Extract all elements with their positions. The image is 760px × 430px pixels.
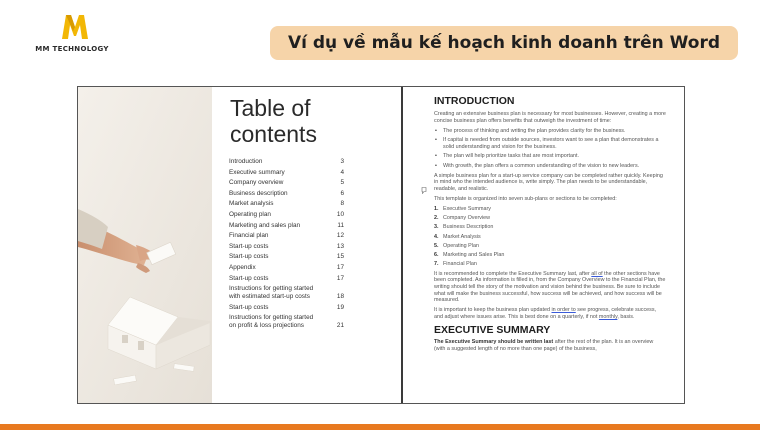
toc-item-page: 4 — [340, 168, 344, 176]
footer-accent-bar — [0, 424, 760, 430]
list-label: Financial Plan — [443, 261, 477, 268]
toc-item[interactable] — [229, 263, 344, 274]
brand-logo — [22, 14, 122, 58]
list-item: • If capital is needed from outside sources, investors want to see a plan that demonstrates a solid understanding and vision for the business. — [434, 137, 666, 150]
spellcheck-underline[interactable]: in order to — [551, 307, 576, 314]
list-item: • The plan will help prioritize tasks that are most important. — [434, 153, 666, 160]
executive-summary-paragraph — [434, 339, 666, 352]
mm-logo-icon — [60, 14, 90, 40]
introduction-heading: INTRODUCTION — [434, 95, 515, 107]
toc-item-label: Instructions for getting started on profit & loss projections — [229, 314, 314, 330]
toc-item[interactable] — [229, 303, 344, 314]
toc-item-label: Executive summary — [229, 168, 285, 176]
text-run-bold: The Executive Summary should be written last — [434, 338, 554, 345]
toc-item-label: Operating plan — [229, 210, 271, 218]
text-run: It is important to keep the business plan updated — [434, 307, 552, 314]
toc-item-page: 17 — [336, 263, 344, 271]
toc-list — [229, 157, 344, 332]
toc-item[interactable] — [229, 210, 344, 221]
toc-item-label: Start-up costs — [229, 253, 269, 261]
toc-item-label: Marketing and sales plan — [229, 221, 301, 229]
toc-item-page: 19 — [336, 303, 344, 311]
list-item: • The process of thinking and writing the plan provides clarity for the business. — [434, 128, 666, 135]
toc-item[interactable] — [229, 168, 344, 179]
toc-item-label: Instructions for getting started with estimated start-up costs — [229, 285, 314, 300]
toc-title: Table of contents — [230, 95, 317, 147]
toc-item[interactable] — [229, 178, 344, 189]
list-item: • With growth, the plan offers a common understanding of the vision to new leaders. — [434, 163, 666, 170]
benefits-list — [434, 128, 684, 170]
list-item — [434, 206, 684, 213]
toc-item-label: Market analysis — [229, 200, 274, 208]
list-item — [434, 252, 684, 259]
toc-item[interactable] — [229, 231, 344, 242]
list-number: 7. — [434, 261, 439, 268]
toc-item-label: Financial plan — [229, 232, 269, 240]
toc-item[interactable] — [229, 157, 344, 168]
toc-item[interactable] — [229, 314, 344, 330]
list-number: 2. — [434, 215, 439, 222]
toc-item-label: Start-up costs — [229, 303, 269, 311]
toc-item-page: 6 — [340, 189, 344, 197]
toc-item-page: 5 — [340, 179, 344, 187]
toc-item-page: 11 — [337, 221, 344, 229]
toc-item-page: 18 — [336, 292, 344, 300]
text-run: the other sections have been completed. As information is filled in, from the Company Overview to the Financial Plan, the writing should tell the story of the motivation and vision behind the business. Be sure to include what will make the business successful, how success will be achieved, and how success will be measured. — [434, 270, 666, 304]
list-item — [434, 224, 684, 231]
update-paragraph — [434, 307, 666, 320]
toc-item-label: Introduction — [229, 158, 263, 165]
list-label: Operating Plan — [443, 242, 479, 249]
toc-item-label: Appendix — [229, 263, 256, 271]
intro-paragraph: This template is organized into seven sub-plans or sections to be completed: — [434, 195, 617, 202]
toc-item[interactable] — [229, 189, 344, 200]
spellcheck-underline[interactable]: all of — [591, 270, 603, 277]
list-item — [434, 243, 684, 250]
list-label: Executive Summary — [443, 206, 491, 213]
toc-item-page: 17 — [336, 274, 344, 282]
toc-item[interactable] — [229, 285, 344, 301]
brand-name: MM TECHNOLOGY — [35, 45, 109, 53]
list-item — [434, 215, 684, 222]
toc-item[interactable] — [229, 252, 344, 263]
toc-item-label: Company overview — [229, 179, 284, 187]
toc-item-page: 3 — [340, 158, 344, 165]
toc-item-label: Start-up costs — [229, 274, 269, 282]
toc-item[interactable] — [229, 242, 344, 253]
list-number: 4. — [434, 233, 439, 240]
toc-item[interactable] — [229, 274, 344, 285]
toc-item-page: 13 — [336, 242, 344, 250]
executive-summary-heading: EXECUTIVE SUMMARY — [434, 323, 551, 336]
toc-item-page: 15 — [336, 253, 344, 261]
toc-item-label: Business description — [229, 189, 288, 197]
recommendation-paragraph — [434, 271, 666, 304]
document-spread — [77, 86, 685, 404]
list-item — [434, 261, 684, 268]
list-number: 5. — [434, 242, 439, 249]
toc-page — [78, 87, 402, 403]
list-label: Business Description — [443, 224, 494, 231]
list-number: 1. — [434, 206, 439, 213]
house-model-photo — [78, 87, 212, 403]
comment-marker-icon — [421, 187, 427, 194]
list-label: Company Overview — [443, 215, 491, 222]
list-number: 3. — [434, 224, 439, 231]
text-run: It is recommended to complete the Executive Summary last, after — [434, 270, 592, 277]
toc-item[interactable] — [229, 221, 344, 232]
text-run: after the rest of the plan. It is an overview (with a suggested length of no more than one page) of the business, — [434, 338, 654, 352]
sections-list — [434, 206, 684, 268]
toc-item-page: 21 — [336, 322, 344, 330]
toc-item-page: 10 — [336, 210, 344, 218]
list-item — [434, 234, 684, 241]
toc-item-page: 12 — [336, 232, 344, 240]
page-title: Ví dụ về mẫu kế hoạch kinh doanh trên Word — [270, 26, 738, 60]
spellcheck-underline[interactable]: monthly — [598, 313, 618, 320]
toc-item-page: 8 — [340, 200, 344, 208]
intro-paragraph: A simple business plan for a start-up service company can be completed rather quickly. Keeping in mind who the intended audience is, write simply. The plan needs to be understandable, readable, and realistic. — [434, 172, 663, 192]
text-run: see progress, celebrate success, and adjust where issues arise. This is best done on a quarterly, if not — [434, 307, 657, 320]
intro-paragraph: Creating an extensive business plan is necessary for most businesses. However, creating a more concise business plan offers benefits that outweigh the investment of time: — [434, 111, 666, 124]
list-label: Marketing and Sales Plan — [443, 251, 505, 258]
list-label: Market Analysis — [443, 233, 481, 240]
list-number: 6. — [434, 251, 439, 258]
toc-item[interactable] — [229, 199, 344, 210]
text-run: , basis. — [617, 313, 635, 320]
introduction-page — [403, 87, 684, 403]
toc-item-label: Start-up costs — [229, 242, 269, 250]
